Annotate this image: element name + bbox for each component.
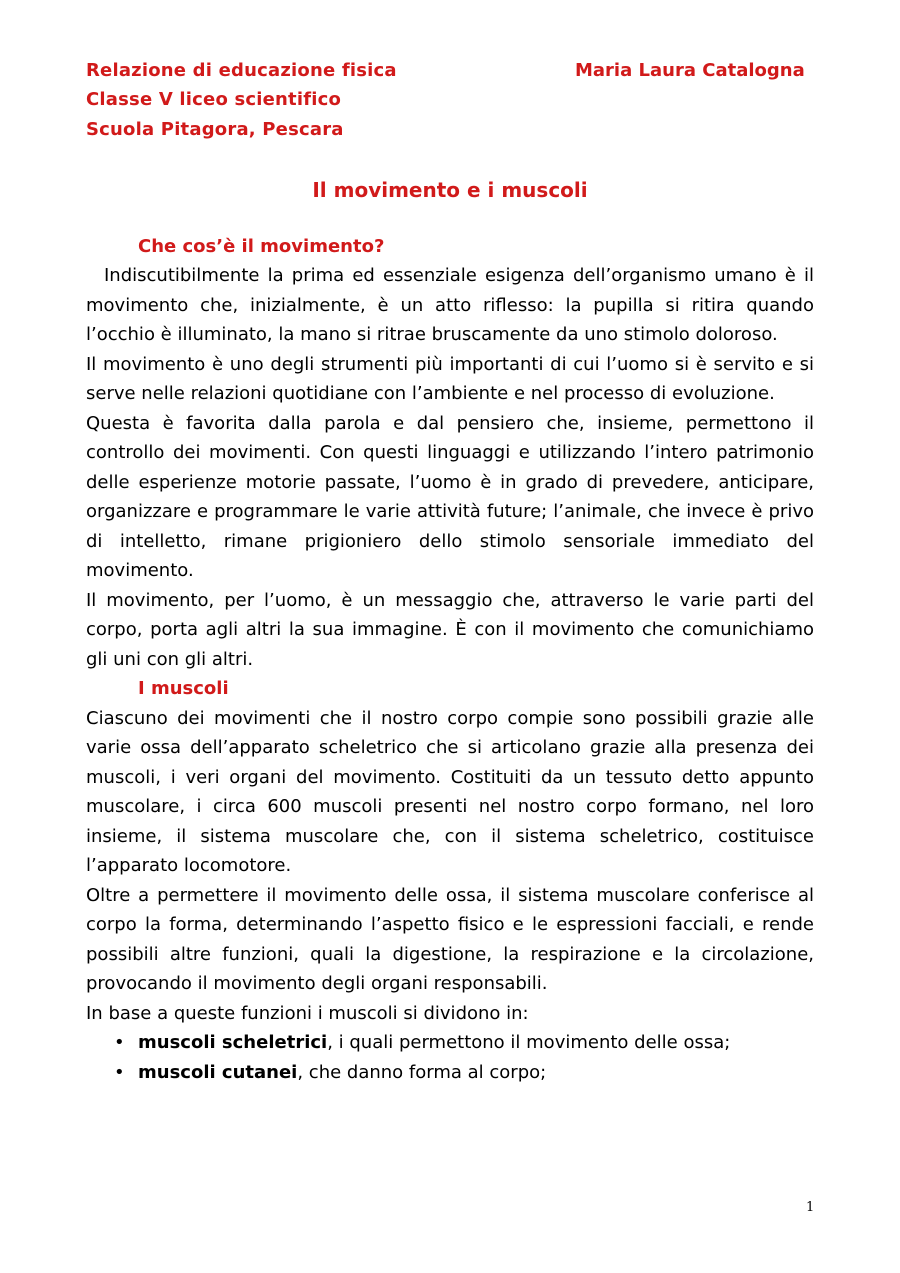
paragraph: Il movimento, per l’uomo, è un messaggio che, attraverso le varie parti del corpo, porta agli altri la sua immagine. È con il movimento che comunichiamo gli uni con gli altri. <box>86 589 814 670</box>
list-item <box>86 1058 814 1088</box>
header-report-title: Relazione di educazione fisica <box>86 60 397 81</box>
paragraph: Oltre a permettere il movimento delle ossa, il sistema muscolare conferisce al corpo la forma, determinando l’aspetto fisico e le espressioni facciali, e rende possibili altre funzioni, quali la digestione, la respirazione e la circolazione, provocando il movimento degli organi responsabili. <box>86 884 814 994</box>
bullet-icon: • <box>114 1061 125 1083</box>
list-item-term: muscoli cutanei <box>138 1061 298 1083</box>
paragraph: Questa è favorita dalla parola e dal pensiero che, insieme, permettono il controllo dei movimenti. Con questi linguaggi e utilizzando l’intero patrimonio delle esperienze motorie passate, l’uomo è in grado di prevedere, anticipare, organizzare e programmare le varie attività future; l’animale, che invece è privo di intelletto, rimane prigioniero dello stimolo sensoriale immediato del movimento. <box>86 412 814 581</box>
paragraph: In base a queste funzioni i muscoli si dividono in: <box>86 1002 529 1024</box>
bullet-icon: • <box>114 1032 125 1053</box>
document-title: Il movimento e i muscoli <box>312 178 588 202</box>
list-item <box>86 1028 814 1058</box>
list-item-term: muscoli scheletrici <box>138 1032 328 1053</box>
header-author: Maria Laura Catalogna <box>575 60 805 81</box>
paragraph: Il movimento è uno degli strumenti più importanti di cui l’uomo si è servito e si serve nelle relazioni quotidiane con l’ambiente e nel processo di evoluzione. <box>86 353 814 404</box>
page-number: 1 <box>806 1200 815 1215</box>
paragraph: Indiscutibilmente la prima ed essenziale esigenza dell’organismo umano è il movimento che, inizialmente, è un atto riflesso: la pupilla si ritira quando l’occhio è illuminato, la mano si ritrae bruscamente da uno stimolo doloroso. <box>86 265 814 345</box>
header-school: Scuola Pitagora, Pescara <box>86 119 344 140</box>
header-class: Classe V liceo scientifico <box>86 89 342 110</box>
muscle-types-list <box>86 1028 814 1087</box>
document-body <box>86 261 814 1087</box>
section-heading-movimento: Che cos’è il movimento? <box>138 236 385 257</box>
list-item-text: , i quali permettono il movimento delle ossa; <box>327 1032 731 1053</box>
paragraph: Ciascuno dei movimenti che il nostro corpo compie sono possibili grazie alle varie ossa dell’apparato scheletrico che si articolano grazie alla presenza dei muscoli, i veri organi del movimento. Costituiti da un tessuto detto appunto muscolare, i circa 600 muscoli presenti nel nostro corpo formano, nel loro insieme, il sistema muscolare che, con il sistema scheletrico, costituisce l’apparato locomotore. <box>86 707 814 876</box>
section-heading-muscoli: I muscoli <box>138 678 229 699</box>
list-item-text: , che danno forma al corpo; <box>297 1061 547 1083</box>
